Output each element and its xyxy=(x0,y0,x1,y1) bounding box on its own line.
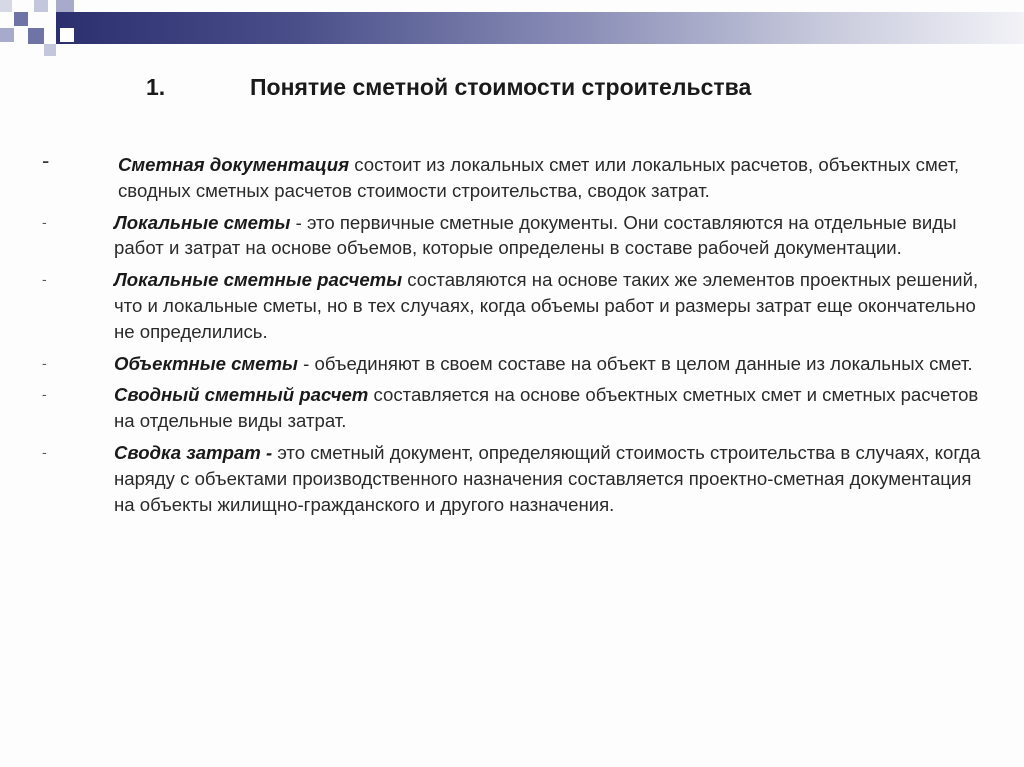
title-number: 1. xyxy=(146,74,166,100)
definition: состоит из локальных смет или локальных расчетов, объектных смет, сводных сметных расчетов стоимости строительства, сводок затрат. xyxy=(118,154,960,201)
definition: составляется на основе объектных сметных смет и сметных расчетов на отдельные виды затрат. xyxy=(114,384,979,432)
definition-list xyxy=(42,148,992,523)
list-marker: - xyxy=(42,354,47,371)
list-marker: - xyxy=(42,271,47,288)
list-marker: - xyxy=(42,443,47,460)
decor-square xyxy=(28,28,44,44)
term: Сводка затрат - xyxy=(114,441,273,463)
decor-square xyxy=(14,12,28,26)
list-item xyxy=(42,382,992,434)
decor-square xyxy=(0,28,14,42)
definition: это сметный документ, определяющий стоимость строительства в случаях, когда наряду с объектами производственного назначения составляется проектно-сметная документация на объекты жилищно-гражданского и другого назначения. xyxy=(114,441,981,515)
decor-square xyxy=(56,0,74,12)
term: Локальные сметные расчеты xyxy=(114,269,403,291)
list-item xyxy=(42,440,992,517)
list-item xyxy=(42,148,992,204)
definition: - объединяют в своем составе на объект в целом данные из локальных смет. xyxy=(297,352,973,374)
list-marker: - xyxy=(42,213,47,230)
header-gradient-bar xyxy=(56,12,1024,44)
list-item xyxy=(42,210,992,262)
definition: - это первичные сметные документы. Они составляются на отдельные виды работ и затрат на основе объемов, которые определены в составе рабочей документации. xyxy=(114,211,957,259)
list-marker: - xyxy=(42,386,47,403)
decor-square xyxy=(0,0,12,12)
decor-square xyxy=(44,44,56,56)
term: Объектные сметы xyxy=(114,352,298,374)
list-item xyxy=(42,267,992,344)
list-item xyxy=(42,351,992,377)
term: Сводный сметный расчет xyxy=(114,384,369,406)
slide-title xyxy=(146,74,751,101)
definition: составляются на основе таких же элементов проектных решений, что и локальные сметы, но в тех случаях, когда объемы работ и размеры затрат еще окончательно не определились. xyxy=(114,269,979,342)
term: Сметная документация xyxy=(118,154,350,175)
decor-square xyxy=(34,0,48,12)
list-marker: - xyxy=(42,148,50,173)
title-text: Понятие сметной стоимости строительства xyxy=(250,74,752,100)
decor-square xyxy=(60,28,74,42)
term: Локальные сметы xyxy=(114,211,291,233)
